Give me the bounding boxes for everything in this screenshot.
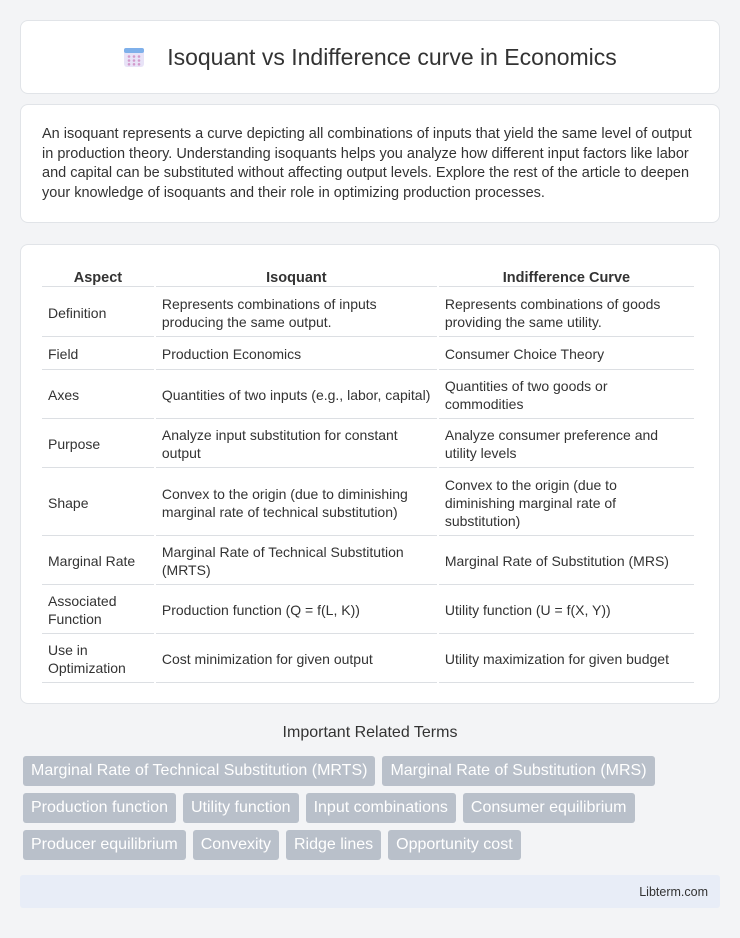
isoquant-cell: Analyze input substitution for constant output (156, 421, 437, 468)
calendar-grid-icon (123, 46, 145, 68)
tag-producer-equilibrium[interactable]: Producer equilibrium (23, 830, 186, 860)
indifference-cell: Utility maximization for given budget (439, 636, 694, 683)
table-header-row (42, 265, 694, 287)
header-isoquant: Isoquant (156, 265, 437, 287)
tag-input-combinations[interactable]: Input combinations (306, 793, 456, 823)
table-row (42, 470, 694, 536)
tag-mrs[interactable]: Marginal Rate of Substitution (MRS) (382, 756, 654, 786)
isoquant-cell: Marginal Rate of Technical Substitution (MRTS) (156, 538, 437, 585)
indifference-cell: Represents combinations of goods providing the same utility. (439, 289, 694, 337)
footer-site-link[interactable]: Libterm.com (639, 884, 708, 899)
indifference-cell: Analyze consumer preference and utility levels (439, 421, 694, 468)
table-row (42, 339, 694, 370)
isoquant-cell: Convex to the origin (due to diminishing marginal rate of technical substitution) (156, 470, 437, 536)
tag-production-function[interactable]: Production function (23, 793, 176, 823)
row-label: Purpose (42, 421, 154, 468)
indifference-cell: Convex to the origin (due to diminishing marginal rate of substitution) (439, 470, 694, 536)
tag-utility-function[interactable]: Utility function (183, 793, 299, 823)
intro-card (20, 104, 720, 223)
related-terms-title: Important Related Terms (282, 724, 458, 741)
row-label: Axes (42, 372, 154, 419)
row-label: Use in Optimization (42, 636, 154, 683)
tag-mrts[interactable]: Marginal Rate of Technical Substitution (MRTS) (23, 756, 375, 786)
isoquant-cell: Quantities of two inputs (e.g., labor, capital) (156, 372, 437, 419)
tag-consumer-equilibrium[interactable]: Consumer equilibrium (463, 793, 635, 823)
comparison-table-card (20, 244, 720, 704)
tag-ridge-lines[interactable]: Ridge lines (286, 830, 381, 860)
header-card (20, 20, 720, 94)
table-row (42, 289, 694, 337)
footer (20, 875, 720, 908)
table-row (42, 636, 694, 683)
row-label: Field (42, 339, 154, 370)
indifference-cell: Utility function (U = f(X, Y)) (439, 587, 694, 634)
header-indifference-curve: Indifference Curve (439, 265, 694, 287)
table-row (42, 421, 694, 468)
related-terms-section (20, 724, 720, 860)
row-label: Marginal Rate (42, 538, 154, 585)
isoquant-cell: Cost minimization for given output (156, 636, 437, 683)
header-aspect: Aspect (42, 265, 154, 287)
row-label: Shape (42, 470, 154, 536)
table-row (42, 538, 694, 585)
indifference-cell: Consumer Choice Theory (439, 339, 694, 370)
row-label: Definition (42, 289, 154, 337)
indifference-cell: Quantities of two goods or commodities (439, 372, 694, 419)
tag-opportunity-cost[interactable]: Opportunity cost (388, 830, 521, 860)
row-label: Associated Function (42, 587, 154, 634)
isoquant-cell: Production function (Q = f(L, K)) (156, 587, 437, 634)
tag-convexity[interactable]: Convexity (193, 830, 279, 860)
indifference-cell: Marginal Rate of Substitution (MRS) (439, 538, 694, 585)
comparison-table (40, 263, 696, 685)
isoquant-cell: Represents combinations of inputs producing the same output. (156, 289, 437, 337)
table-row (42, 587, 694, 634)
intro-text: An isoquant represents a curve depicting all combinations of inputs that yield the same level of output in production theory. Understanding isoquants helps you analyze how different input factors like labor and capital can be substituted without affecting output levels. Explore the rest of the article to deepen your knowledge of isoquants and their role in optimizing production processes. (42, 126, 692, 201)
page-title: Isoquant vs Indifference curve in Economics (167, 43, 617, 70)
table-row (42, 372, 694, 419)
related-terms-tags (20, 756, 720, 860)
isoquant-cell: Production Economics (156, 339, 437, 370)
